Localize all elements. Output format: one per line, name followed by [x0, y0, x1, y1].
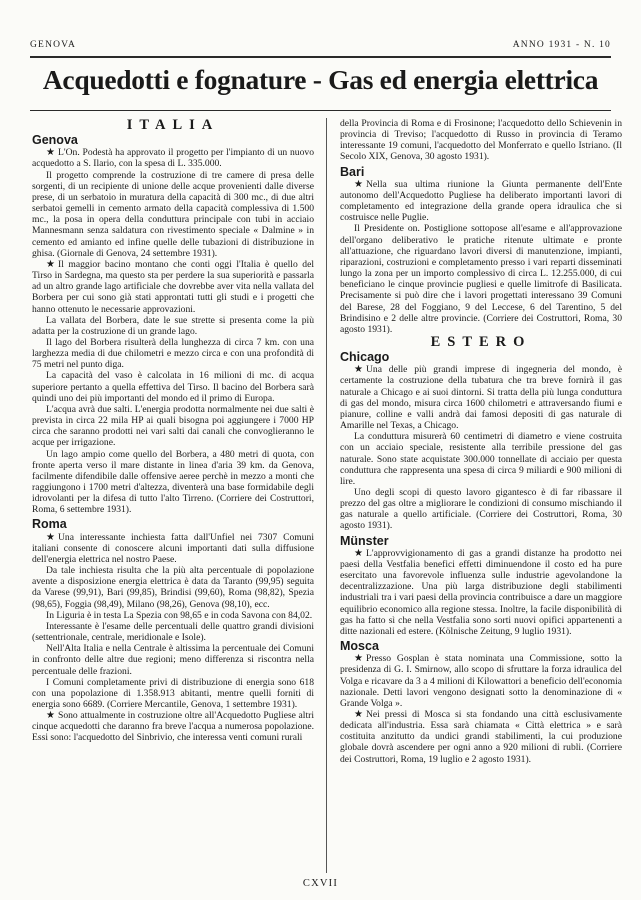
article-paragraph — [32, 259, 314, 315]
paragraph-text: Sono attualmente in costruzione oltre all'Acquedotto Pugliese altri cinque acquedotti che daranno fra breve l'acqua a numerosa popolazione. Essi sono: l'acquedotto del Sinbrivio, che interessa venti comuni rurali — [32, 710, 314, 744]
section-text: ESTERO — [430, 333, 532, 350]
place-heading — [340, 641, 622, 652]
article-paragraph — [340, 709, 622, 765]
article-paragraph — [32, 643, 314, 676]
star-icon: ★ — [354, 178, 363, 190]
column-divider — [326, 118, 327, 873]
star-icon: ★ — [46, 258, 55, 270]
place-heading — [340, 352, 622, 363]
paragraph-text: Il maggior bacino montano che conti oggi l'Italia è quello del Tirso in Sardegna, ma questo sta per perdere la sua superiorità e passarla ad un altro grande lago artificiale che dovrebbe aver vita nella vallata del Borbera per cui sono già stati approntati tutti gli studi e i progetti che hanno ottenuto le necessarie approvazioni. — [32, 258, 314, 315]
place-heading — [32, 135, 314, 146]
right-column — [340, 118, 622, 873]
paragraph-text: I Comuni completamente privi di distribuzione di energia sono 618 con una popolazione di 1.358.913 abitanti, mentre quelli forniti di energia sono 6689. (Corriere Mercantile, Genova, 1 settembre 1931). — [32, 676, 314, 710]
article-paragraph — [340, 653, 622, 709]
place-text: Roma — [32, 517, 67, 532]
place-text: Münster — [340, 533, 389, 548]
paragraph-text: L'acqua avrà due salti. L'energia prodotta normalmente nei due salti è prevista in circa 22 mila HP ai quali bisogna poi aggiungere i 7000 HP circa che saranno prodotti nei vari salti dai canali che convoglieranno le acque per irrigazione. — [32, 403, 314, 449]
paragraph-text: Nella sua ultima riunione la Giunta permanente dell'Ente autonomo dell'Acquedotto Pugliese ha deliberato importanti lavori di completamento ed integrazione della grande opera idraulica che si costruisce nelle Puglie. — [340, 178, 622, 224]
page-folio: CXVII — [302, 878, 339, 889]
paragraph-text: La conduttura misurerà 60 centimetri di diametro e viene costruita con un acciaio speciale, resistente alla terribile pressione del gas naturale. Sono state acquistate 300.000 tonnellate di acciaio per questa conduttura che rappresenta una spesa di circa 9 miliardi e 900 milioni di lire. — [340, 431, 622, 487]
article-paragraph — [32, 621, 314, 643]
article-paragraph — [32, 610, 314, 621]
star-icon: ★ — [354, 364, 363, 376]
section-heading — [32, 120, 314, 131]
paragraph-text: Una delle più grandi imprese di ingegneria del mondo, è certamente la costruzione della tubatura che tra breve fornirà il gas naturale a Chicago e ai suoi dintorni. Si tratta della più lunga conduttura di gas del mondo, misura circa 1600 chilometri e attraversando fiumi e pianure, colline e valli andrà dai famosi depositi di gas naturale di Amarille nel Texas, a Chicago. — [340, 364, 622, 432]
article-paragraph — [340, 487, 622, 532]
place-text: Chicago — [340, 350, 390, 365]
article-paragraph — [32, 532, 314, 565]
section-heading — [340, 333, 622, 350]
article-paragraph — [32, 170, 314, 259]
article-paragraph — [32, 147, 314, 169]
paragraph-text: La capacità del vaso è calcolata in 16 milioni di mc. di acqua superiore pertanto a quella effettiva del Tirso. Il bacino del Borbera sarà quindi uno dei più importanti del mondo ed il primo di Europa. — [32, 370, 314, 404]
paragraph-text: In Liguria è in testa La Spezia con 98,65 e in coda Savona con 84,02. — [46, 609, 313, 621]
article-paragraph — [340, 223, 622, 335]
article-paragraph — [32, 710, 314, 743]
article-paragraph — [32, 677, 314, 710]
header-city: GENOVA — [30, 40, 77, 50]
place-text: Bari — [340, 164, 365, 179]
paragraph-text: Il Presidente on. Postiglione sottopose all'esame e all'approvazione dell'organo deliberativo le pratiche ritenute ultimate e pronte all'attuazione, che riguardano lavori diversi di manutenzione, impianti, riparazioni, costruzioni e completamento presso i vari reparti disseminati lungo la zona per un importo complessivo di circa L. 12.255.000, di cui beneficiano le cinque provincie pugliesi e quelle limitrofe di Basilicata. Precisamente si può dire che i lavori progettati interessano 39 Comuni del Barese, 28 del Foggiano, 9 del Leccese, 6 del Tarentino, 5 del Brindisino e 2 delle altre provincie. (Corriere dei Costruttori, Roma, 30 agosto 1931). — [340, 223, 622, 335]
article-paragraph — [32, 404, 314, 449]
star-icon: ★ — [46, 710, 55, 722]
paragraph-text: Nell'Alta Italia e nella Centrale è altissima la percentuale dei Comuni in confronto delle altre due regioni; meno differenza si riscontra nella percentuale delle frazioni. — [32, 643, 314, 677]
paragraph-text: Interessante è l'esame delle percentuali delle quattro grandi divisioni (settentrionale, centrale, meridionale e Isole). — [32, 620, 314, 644]
paragraph-text: Una interessante inchiesta fatta dall'Unfiel nei 7307 Comuni italiani consente di conoscere alcuni importanti dati sulla diffusione dell'energia elettrica nel nostro Paese. — [32, 531, 314, 565]
title-rule — [30, 110, 611, 111]
place-text: Genova — [32, 133, 78, 148]
article-paragraph — [340, 118, 622, 163]
paragraph-text: Uno degli scopi di questo lavoro gigantesco è di far ribassare il prezzo del gas oltre a migliorare le condizioni di consumo mischiando il gas naturale a quello artificiale. (Corriere dei Costruttori, Roma, 30 agosto 1931). — [340, 487, 622, 532]
place-heading — [340, 533, 622, 548]
article-paragraph — [340, 431, 622, 487]
paragraph-text: Il lago del Borbera risulterà della lunghezza di circa 7 km. con una larghezza media di due chilometri e mezzo circa e con una profondità di 75 metri nel punto diga. — [32, 336, 314, 371]
paragraph-text: Un lago ampio come quello del Borbera, a 480 metri di quota, con fronte aperta verso il mare distante in linea d'aria 39 km. da Genova, facilmente difendibile dalle offensive aeree perchè in mezzo a monti che raggiungono i 1700 metri d'altezza, diventerà una base formidabile degli idrovolanti per la difesa di tutto l'alto Tirreno. (Corriere dei Costruttori, Roma, 6 settembre 1931). — [32, 448, 314, 516]
paragraph-text: L'On. Podestà ha approvato il progetto per l'impianto di un nuovo acquedotto a S. Ilario, con la spesa di L. 335.000. — [32, 147, 314, 170]
paragraph-text: della Provincia di Roma e di Frosinone; l'acquedotto dello Schievenin in provincia di Treviso; l'acquedotto di Russo in provincia di Teramo interessante 19 comuni, l'acquedotto del Monferrato e quello Istriano. (Il Secolo XIX, Genova, 30 agosto 1931). — [340, 118, 622, 163]
place-text: Mosca — [340, 639, 379, 654]
header-rule — [30, 56, 611, 58]
article-paragraph — [32, 565, 314, 610]
article-paragraph — [32, 449, 314, 516]
header-issue: ANNO 1931 - N. 10 — [512, 40, 611, 50]
article-paragraph — [340, 548, 622, 637]
page-title: Acquedotti e fognature - Gas ed energia elettrica — [42, 64, 599, 95]
running-header — [30, 40, 611, 52]
star-icon: ★ — [46, 147, 55, 159]
article-paragraph — [32, 370, 314, 403]
section-text: ITALIA — [126, 118, 220, 133]
star-icon: ★ — [46, 531, 55, 543]
paragraph-text: Nei pressi di Mosca si sta fondando una città esclusivamente dedicata all'industria. Essa sarà chiamata « Città elettrica » e sarà costituita anzitutto da undici grandi stabilimenti, la cui produzione globale dovrà ascendere per ogni anno a 920 milioni di rubli. (Corriere dei Costruttori, Roma, 19 luglio e 2 agosto 1931). — [340, 708, 622, 765]
article-paragraph — [32, 337, 314, 370]
paragraph-text: L'approvvigionamento di gas a grandi distanze ha prodotto nei paesi della Vestfalia benefici effetti diminuendone il costo ed ha pure esercitato una favorevole influenza sulle industrie agevolandone la decentralizzazione. Una più larga distribuzione degli stabilimenti industriali tra i vari paesi della provincia contribuisce a dare un maggiore equilibrio economico alla regione stessa. Inoltre, la facile disponibilità di gas ha fatto sì che nella Vestfalia sono sorti nuovi opifici appartenenti a ditte nazionali ed estere. (Kölnische Zeitung, 9 luglio 1931). — [340, 547, 622, 637]
star-icon: ★ — [354, 547, 363, 559]
star-icon: ★ — [354, 708, 363, 720]
place-heading — [340, 164, 622, 179]
article-paragraph — [340, 179, 622, 224]
star-icon: ★ — [354, 653, 363, 665]
place-heading — [32, 519, 314, 530]
paragraph-text: Il progetto comprende la costruzione di tre camere di presa delle sorgenti, di un recipiente di unione delle acque provenienti dalle diverse prese, di un serbatoio in muratura della capacità di 300 mc., di due altri serbatoi gemelli in cemento armato della capacità complessiva di 1.500 mc., la posa in opera della conduttura principale con tubi in acciaio Mannesmann senza saldatura con rivestimento speciale « Dalmine » in cemento ed amianto ed infine quelle delle tubazioni di distribuzione in ghisa. (Giornale di Genova, 24 settembre 1931). — [32, 169, 314, 259]
paragraph-text: La vallata del Borbera, date le sue strette si presenta come la più adatta per la costruzione di un grande lago. — [32, 314, 314, 337]
paragraph-text: Da tale inchiesta risulta che la più alta percentuale di popolazione avente a disposizione energia elettrica è data da Taranto (99,95) seguita da Varese (99,91), Bari (99,85), Brindisi (99,60), Roma (98,82), Spezia (98,65), Foggia (98,49), Milano (98,26), Genova (98,10), ecc. — [32, 565, 314, 610]
article-paragraph — [32, 315, 314, 337]
left-column — [32, 118, 314, 873]
article-paragraph — [340, 364, 622, 431]
paragraph-text: Presso Gosplan è stata nominata una Commissione, sotto la presidenza di G. I. Smirnow, allo scopo di sfruttare la forza idraulica del Volga e ricavare da 3 a 4 milioni di Kilowattori a beneficio dell'economia nazionale. Detti lavori vengono designati sotto la denominazione di « Grande Volga ». — [340, 653, 622, 709]
